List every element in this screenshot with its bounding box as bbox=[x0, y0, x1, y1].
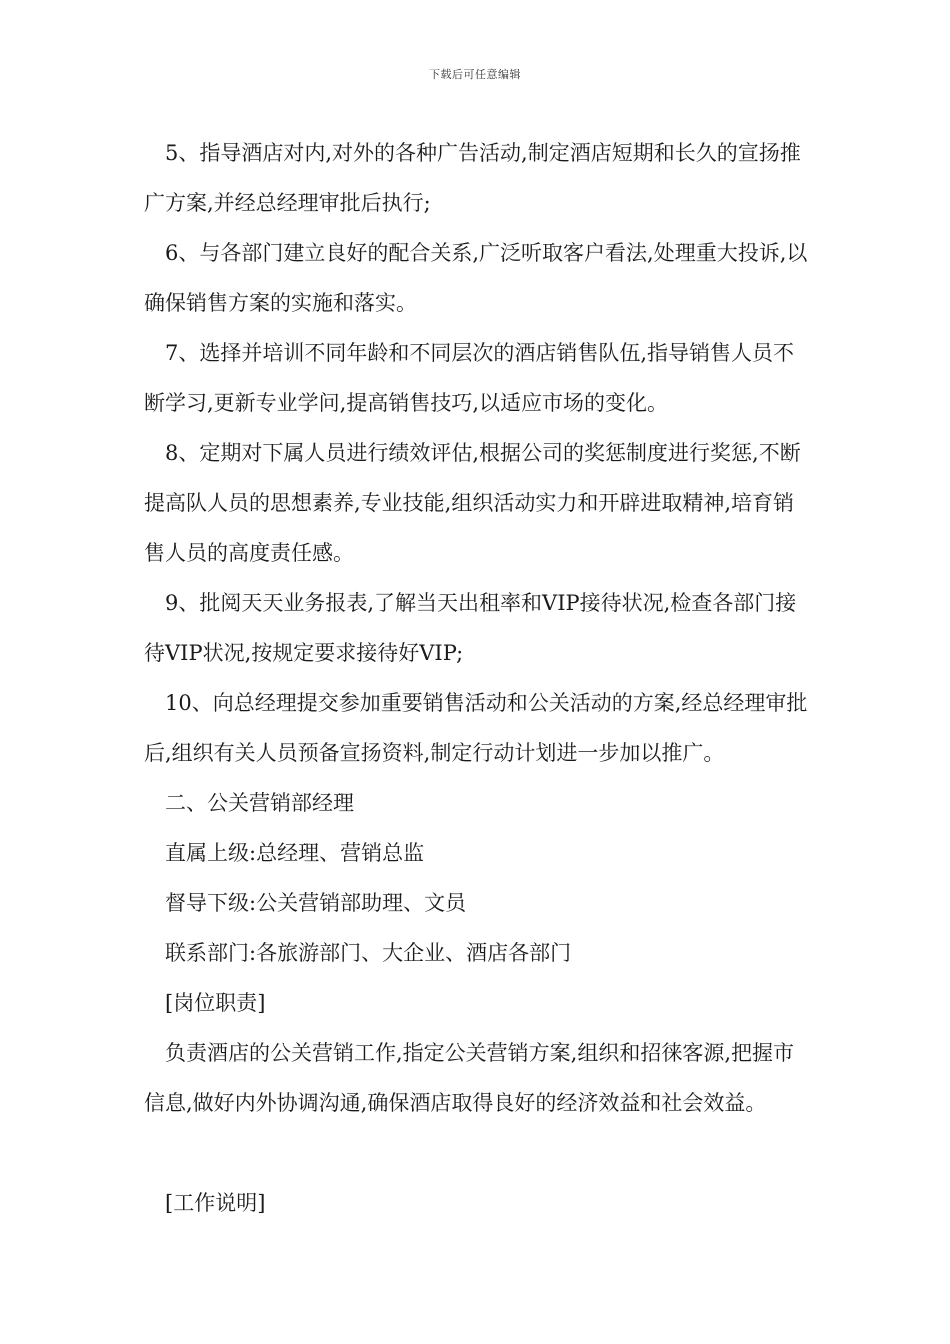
paragraph-item-6: 6、与各部门建立良好的配合关系,广泛听取客户看法,处理重大投诉,以确保销售方案的实施和落实。 bbox=[144, 241, 808, 315]
duties-paragraph: 负责酒店的公关营销工作,指定公关营销方案,组织和招徕客源,把握市信息,做好内外协调沟通,确保酒店取得良好的经济效益和社会效益。 bbox=[144, 1041, 795, 1115]
paragraph-item-7: 7、选择并培训不同年龄和不同层次的酒店销售队伍,指导销售人员不断学习,更新专业学问,提高销售技巧,以适应市场的变化。 bbox=[144, 341, 795, 415]
document-body bbox=[144, 128, 814, 1228]
spacer bbox=[144, 1128, 814, 1178]
paragraph-item-5: 5、指导酒店对内,对外的各种广告活动,制定酒店短期和长久的宣扬推广方案,并经总经理审批后执行; bbox=[144, 141, 801, 215]
paragraph-item-9: 9、批阅天天业务报表,了解当天出租率和VIP接待状况,检查各部门接待VIP状况,按规定要求接待好VIP; bbox=[144, 591, 797, 665]
paragraph-item-8: 8、定期对下属人员进行绩效评估,根据公司的奖惩制度进行奖惩,不断提高队人员的思想素养,专业技能,组织活动实力和开辟进取精神,培育销售人员的高度责任感。 bbox=[144, 441, 801, 565]
section-heading: 二、公关营销部经理 bbox=[165, 791, 354, 815]
work-description-heading: [工作说明] bbox=[165, 1191, 266, 1215]
contact-departments: 联系部门:各旅游部门、大企业、酒店各部门 bbox=[165, 941, 572, 965]
subordinates: 督导下级:公关营销部助理、文员 bbox=[165, 891, 467, 915]
duties-heading: [岗位职责] bbox=[165, 991, 266, 1015]
paragraph-item-10: 10、向总经理提交参加重要销售活动和公关活动的方案,经总经理审批后,组织有关人员预备宣扬资料,制定行动计划进一步加以推广。 bbox=[144, 691, 808, 765]
header-note: 下载后可任意编辑 bbox=[429, 68, 521, 81]
direct-superior: 直属上级:总经理、营销总监 bbox=[165, 841, 425, 865]
